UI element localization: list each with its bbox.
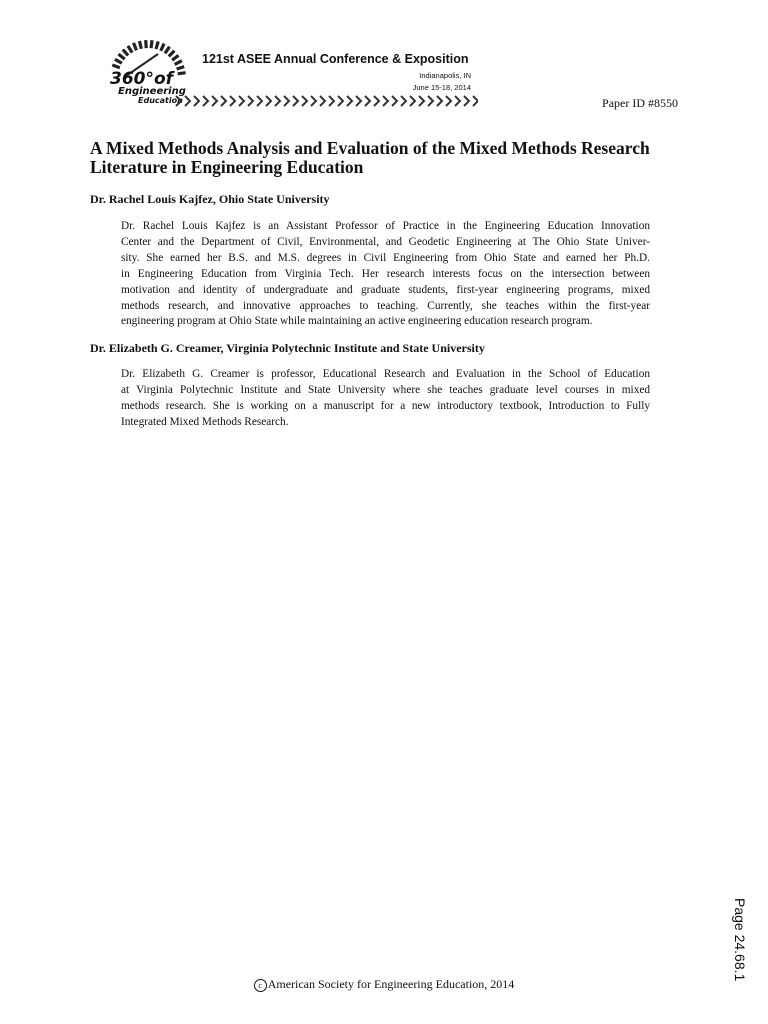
- chevron-icon: [302, 96, 307, 106]
- gauge-tick-icon: [115, 59, 122, 63]
- gauge-tick-icon: [161, 44, 164, 51]
- chevron-icon: [311, 96, 316, 106]
- chevron-icon: [356, 96, 361, 106]
- bio-line: at Virginia Polytechnic Institute and State University where she teaches graduate level courses in mixed: [121, 383, 650, 396]
- gauge-tick-icon: [151, 40, 152, 48]
- chevron-icon: [338, 96, 343, 106]
- bio-line: motivation and identity of undergraduate and graduate students, first-year engineering programs, mixed: [121, 283, 650, 296]
- gauge-tick-icon: [172, 55, 178, 60]
- gauge-tick-icon: [177, 67, 185, 69]
- gauge-tick-icon: [128, 46, 132, 53]
- author-bio-creamer: [121, 367, 650, 431]
- chevron-icon: [284, 96, 289, 106]
- chevron-icon: [221, 96, 226, 106]
- paper-title-line: Literature in Engineering Education: [90, 157, 364, 177]
- chevron-icon: [230, 96, 235, 106]
- paper-title: [90, 139, 690, 177]
- chevron-icon: [455, 96, 460, 106]
- copyright-text: American Society for Engineering Education, 2014: [267, 977, 515, 991]
- logo-line3: Education: [138, 96, 183, 105]
- bio-line: Center and the Department of Civil, Environmental, and Geodetic Engineering at The Ohio State Univer-: [121, 235, 650, 248]
- gauge-tick-icon: [119, 54, 125, 59]
- gauge-tick-icon: [134, 43, 137, 50]
- chevron-band-icon: [172, 94, 478, 108]
- conference-header: [88, 36, 678, 108]
- page-number: Page 24.68.1: [732, 898, 748, 982]
- bio-line: methods research, and innovative approaches to teaching. Currently, she teaches within the first-year: [121, 299, 650, 312]
- chevron-icon: [365, 96, 370, 106]
- chevron-icon: [320, 96, 325, 106]
- chevron-icon: [275, 96, 280, 106]
- conference-dates: June 15-18, 2014: [412, 83, 471, 92]
- chevron-icon: [383, 96, 388, 106]
- author-name-creamer: Dr. Elizabeth G. Creamer, Virginia Polytechnic Institute and State University: [90, 341, 485, 355]
- gauge-tick-icon: [165, 47, 170, 54]
- author-bio-kajfez: [121, 219, 650, 330]
- chevron-icon: [266, 96, 271, 106]
- bio-line: methods research. She is working on a manuscript for a new introductory textbook, Introduction to Fully: [121, 399, 650, 412]
- chevron-icon: [410, 96, 415, 106]
- chevron-icon: [203, 96, 208, 106]
- gauge-tick-icon: [178, 73, 186, 74]
- bio-line: sity. She earned her B.S. and M.S. degrees in Civil Engineering from Ohio State and earned her Ph.D.: [121, 251, 650, 264]
- bio-line: Dr. Rachel Louis Kajfez is an Assistant Professor of Practice in the Engineering Education Innovation: [121, 220, 650, 232]
- chevron-icon: [257, 96, 262, 106]
- gauge-tick-icon: [169, 51, 175, 57]
- chevron-icon: [437, 96, 442, 106]
- copyright-icon: c: [254, 979, 267, 992]
- paper-title-line: A Mixed Methods Analysis and Evaluation of the Mixed Methods Research: [90, 138, 650, 158]
- chevron-icon: [401, 96, 406, 106]
- chevron-icon: [392, 96, 397, 106]
- gauge-tick-icon: [140, 41, 142, 49]
- bio-line: in Engineering Education from Virginia Tech. Her research interests focus on the intersection between: [121, 267, 650, 280]
- chevron-icon: [239, 96, 244, 106]
- chevron-icon: [194, 96, 199, 106]
- logo-line2: Engineering: [118, 86, 186, 97]
- conference-location: Indianapolis, IN: [419, 71, 471, 80]
- gauge-tick-icon: [123, 50, 128, 56]
- chevron-icon: [347, 96, 352, 106]
- chevron-icon: [473, 96, 478, 106]
- gauge-tick-icon: [175, 61, 182, 65]
- bio-line: Integrated Mixed Methods Research.: [121, 415, 289, 428]
- chevron-icon: [464, 96, 469, 106]
- paper-id: Paper ID #8550: [602, 96, 678, 110]
- logo-line1: 360°of: [110, 69, 174, 89]
- chevron-icon: [185, 96, 190, 106]
- bio-line: engineering program at Ohio State while maintaining an active engineering education research program.: [121, 315, 593, 328]
- chevron-icon: [446, 96, 451, 106]
- gauge-tick-icon: [112, 65, 120, 68]
- chevron-icon: [329, 96, 334, 106]
- chevron-icon: [374, 96, 379, 106]
- chevron-icon: [212, 96, 217, 106]
- chevron-icon: [176, 96, 181, 106]
- chevron-icon: [419, 96, 424, 106]
- author-name-kajfez: Dr. Rachel Louis Kajfez, Ohio State University: [90, 192, 330, 206]
- bio-line: Dr. Elizabeth G. Creamer is professor, Educational Research and Evaluation in the School of Education: [121, 368, 650, 380]
- conference-title: 121st ASEE Annual Conference & Exposition: [202, 52, 469, 66]
- gauge-tick-icon: [146, 40, 147, 48]
- chevron-icon: [248, 96, 253, 106]
- copyright-footer: [0, 977, 768, 992]
- chevron-icon: [428, 96, 433, 106]
- gauge-tick-icon: [156, 41, 158, 49]
- chevron-icon: [293, 96, 298, 106]
